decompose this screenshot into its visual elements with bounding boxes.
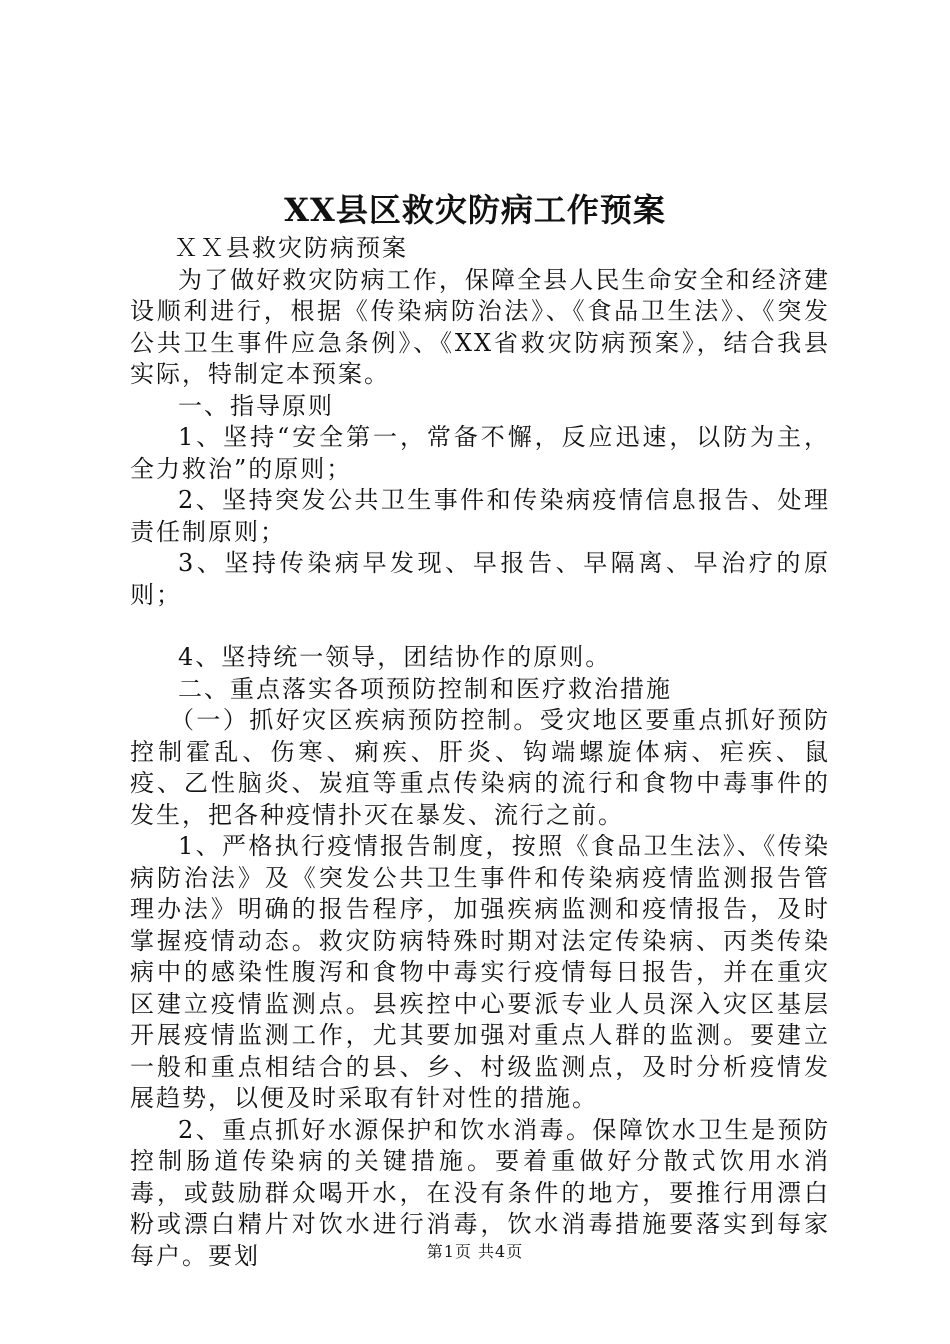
document-body: [130, 233, 830, 1272]
section-heading-principles: 一、指导原则: [178, 391, 334, 420]
measure-item-2: 2、重点抓好水源保护和饮水消毒。保障饮水卫生是预防控制肠道传染病的关键措施。要着重做好分散式饮用水消毒，或鼓励群众喝开水，在没有条件的地方，要推行用漂白粉或漂白精片对饮水进行消毒，饮水消毒措施要落实到每家每户。要划: [130, 1115, 830, 1270]
measure-item-1: 1、严格执行疫情报告制度，按照《食品卫生法》、《传染病防治法》及《突发公共卫生事件和传染病疫情监测报告管理办法》明确的报告程序，加强疾病监测和疫情报告，及时掌握疫情动态。救灾防病特殊时期对法定传染病、丙类传染病中的感染性腹泻和食物中毒实行疫情每日报告，并在重灾区建立疫情监测点。县疾控中心要派专业人员深入灾区基层开展疫情监测工作，尤其要加强对重点人群的监测。要建立一般和重点相结合的县、乡、村级监测点，及时分析疫情发展趋势，以便及时采取有针对性的措施。: [130, 832, 830, 1112]
subsection-disease-control: （一）抓好灾区疾病预防控制。受灾地区要重点抓好预防控制霍乱、伤寒、痢疾、肝炎、钩端螺旋体病、疟疾、鼠疫、乙性脑炎、炭疽等重点传染病的流行和食物中毒事件的发生，把各种疫情扑灭在暴发、流行之前。: [130, 706, 830, 829]
principle-item-3: 3、坚持传染病早发现、早报告、早隔离、早治疗的原则；: [130, 549, 830, 609]
document-title: XX县区救灾防病工作预案: [284, 191, 666, 229]
page-footer: 第1页 共4页: [426, 1242, 524, 1261]
paragraph-intro: 为了做好救灾防病工作，保障全县人民生命安全和经济建设顺利进行，根据《传染病防治法》、《食品卫生法》、《突发公共卫生事件应急条例》、《XX省救灾防病预案》，结合我县实际，特制定本预案。: [130, 265, 830, 388]
principle-item-1: 1、坚持“安全第一，常备不懈，反应迅速，以防为主，全力救治”的原则；: [130, 423, 830, 483]
document-subtitle: ＸＸ县救灾防病预案: [174, 234, 408, 262]
principle-item-2: 2、坚持突发公共卫生事件和传染病疫情信息报告、处理责任制原则；: [130, 486, 830, 546]
paragraph-gap: [130, 611, 830, 642]
section-heading-measures: 二、重点落实各项预防控制和医疗救治措施: [178, 674, 672, 703]
principle-item-4: 4、坚持统一领导，团结协作的原则。: [178, 643, 612, 671]
